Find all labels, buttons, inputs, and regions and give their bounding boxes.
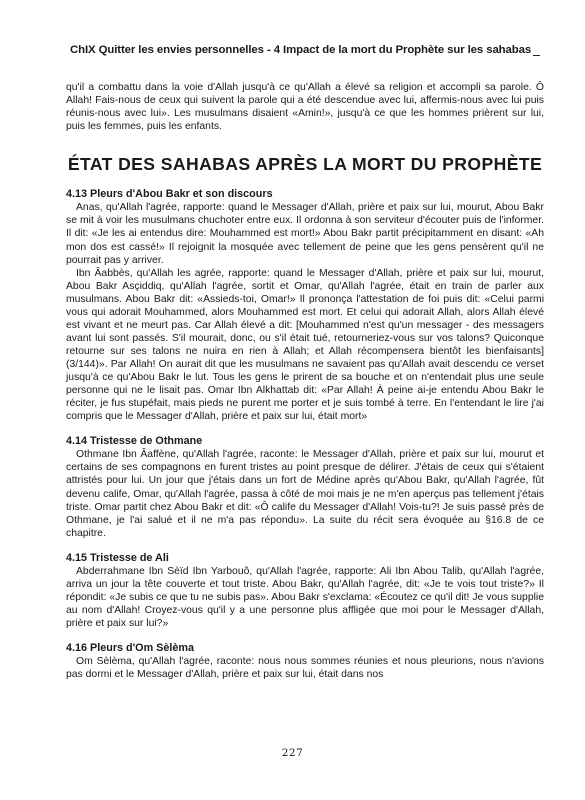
paragraph: Othmane Ibn Âaffène, qu'Allah l'agrée, raconte: le Messager d'Allah, prière et paix sur lui, mourut et certains de ses compagnons en furent tristes au point presque de délirer. J'étais de ceux qui s'étaient attristés pour lui. Un jour que j'étais dans un fort de Médine après qu'Abou Bakr, qu'Allah l'agrée, fût devenu calife, Omar, qu'Allah l'agrée, passa à côté de moi mais je ne m'en aperçus pas tellement j'étais triste. Omar partit chez Abou Bakr et dit: «Ô calife du Messager d'Allah! Vois-tu?! Je suis passé près de Othmane, je l'ai salué et il ne m'a pas répondu». La suite du récit sera évoquée au §16.8 de ce chapitre. bbox=[66, 449, 544, 539]
running-header bbox=[70, 44, 540, 56]
page-body bbox=[66, 81, 544, 681]
section-heading: 4.14 Tristesse de Othmane bbox=[66, 435, 203, 448]
paragraph: Om Sèlèma, qu'Allah l'agrée, raconte: nous nous sommes réunies et nous pleurions, nous n'avions pas dormi et le Messager d'Allah, prière et paix sur lui, était dans nos bbox=[66, 656, 544, 681]
intro-paragraph: qu'il a combattu dans la voie d'Allah jusqu'à ce qu'Allah a élevé sa religion et accompli sa parole. Ô Allah! Fais-nous de ceux qui suivent la parole qui a été descendue avec lui, affermis-nous avec lui puis réunis-nous avec lui». Les musulmans disaient «Amin!», jusqu'à ce que les hommes prièrent sur lui, puis les femmes, puis les enfants. bbox=[66, 82, 544, 133]
section-heading: 4.13 Pleurs d'Abou Bakr et son discours bbox=[66, 188, 273, 201]
paragraph: Abderrahmane Ibn Sèïd Ibn Yarbouô, qu'Allah l'agrée, rapporte: Ali Ibn Abou Talib, qu'Allah l'agrée, arriva un jour la tête couverte et tout triste. Abou Bakr, qu'Allah l'agrée, dit: «Je te vois tout triste?» Il répondit: «Je subis ce que tu ne subis pas». Abou Bakr s'exclama: «Écoutez ce qu'il dit! Je vous supplie au nom d'Allah! Croyez-vous qu'il y a une personne plus affligée que moi pour le Messager d'Allah, prière et paix sur lui?» bbox=[66, 565, 544, 630]
paragraph: Ibn Âabbès, qu'Allah les agrée, rapporte: quand le Messager d'Allah, prière et paix sur lui, mourut, Abou Bakr Asçiddiq, qu'Allah l'agrée, sortit et Omar, qu'Allah l'agrée, était en train de parler aux musulmans. Abou Bakr dit: «Assieds-toi, Omar!» Il prononça l'attestation de foi puis dit: «Celui parmi vous qui adorait Mouhammed, alors Mouhammed est mort. Et celui qui adorait Allah, alors Allah élevé est vivant et ne meurt pas. Car Allah élevé a dit: [Mouhammed n'est qu'un messager - des messagers avant lui sont passés. S'il mourait, donc, ou s'il était tué, retourneriez-vous sur vos talons? Quiconque retourne sur ses talons ne nuira en rien à Allah; et Allah récompensera bientôt les bienfaisants] (3/144)». Par Allah! On aurait dit que les musulmans ne savaient pas qu'Allah avait descendu ce verset jusqu'à ce qu'Abou Bakr le lut. Tous les gens le prirent de sa bouche et on n'entendait plus une seule personne qui ne le lisait pas. Omar Ibn Alkhattab dit: «Par Allah! À peine ai-je entendu Abou Bakr le réciter, je fus stupéfait, mais pieds ne purent me porter et je suis tombé à terre. En l'entendant le lire j'ai compris que le Messager d'Allah, prière et paix sur lui, était mort» bbox=[66, 267, 544, 423]
page-number: 227 bbox=[281, 747, 304, 759]
header-rule bbox=[533, 46, 540, 56]
section-4-13 bbox=[66, 188, 544, 423]
chapter-title: ÉTAT DES SAHABAS APRÈS LA MORT DU PROPHÈTE bbox=[67, 154, 543, 175]
section-4-16 bbox=[66, 642, 544, 681]
header-text: ChIX Quitter les envies personnelles - 4 Impact de la mort du Prophète sur les sahabas bbox=[70, 44, 532, 56]
section-heading: 4.16 Pleurs d'Om Sèlèma bbox=[66, 642, 194, 655]
section-4-15 bbox=[66, 552, 544, 630]
section-4-14 bbox=[66, 435, 544, 540]
paragraph: Anas, qu'Allah l'agrée, rapporte: quand le Messager d'Allah, prière et paix sur lui, mourut, Abou Bakr se mit à voir les musulmans chuchoter entre eux. Il ordonna à son serviteur d'écouter puis de l'informer. Il dit: «Je les ai entendus dire: Mouhammed est mort!» Abou Bakr partit précipitamment en disant: «Ah mon dos est cassé!» Il rejoignit la mosquée avec tellement de peine que les gens pensèrent qu'il ne pourrait pas y arriver. bbox=[66, 202, 544, 266]
section-heading: 4.15 Tristesse de Ali bbox=[66, 551, 169, 564]
